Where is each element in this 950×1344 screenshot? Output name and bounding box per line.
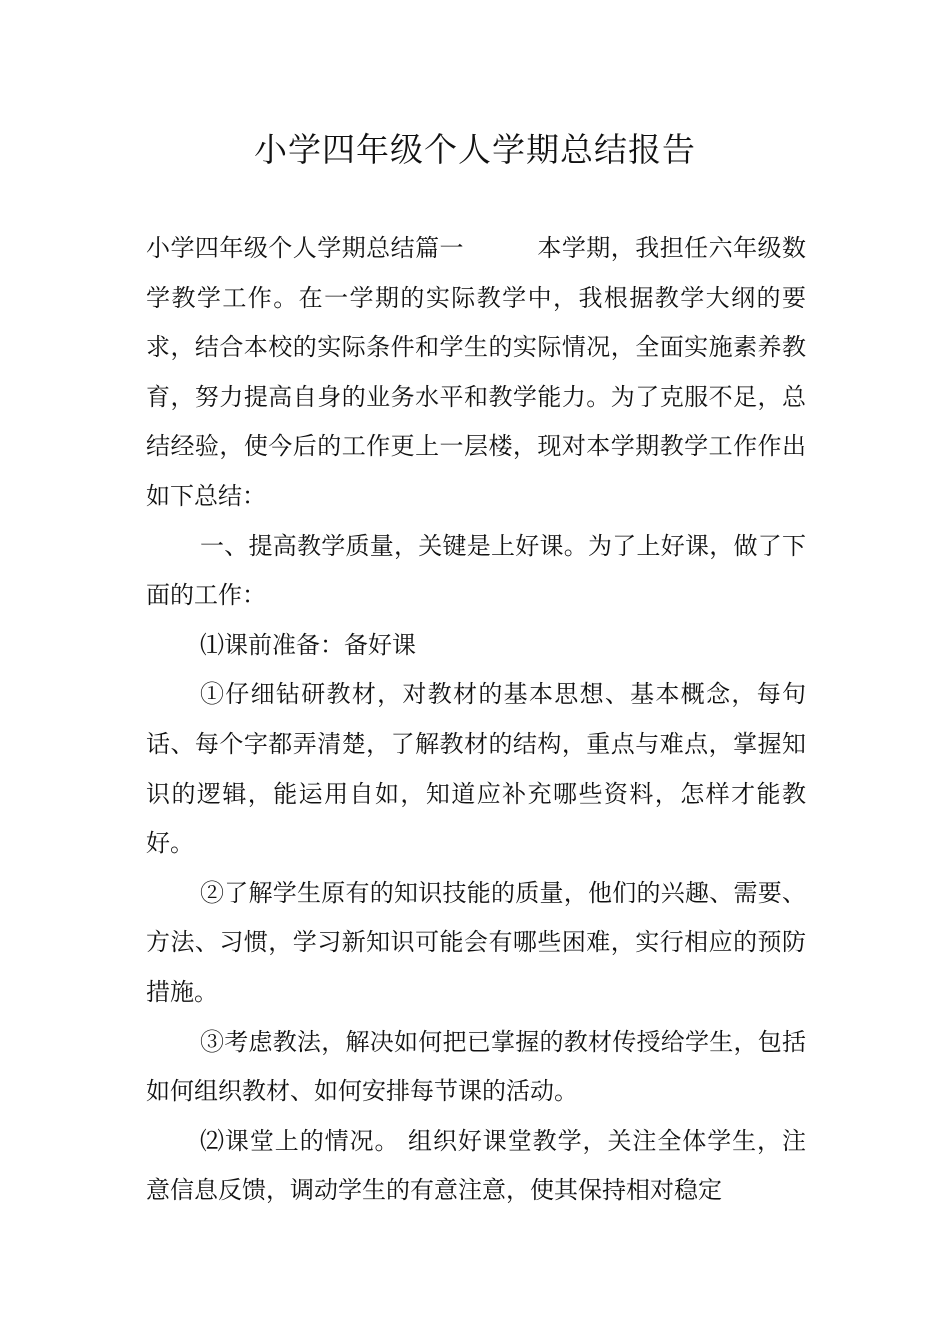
paragraph-item-1: ①仔细钻研教材，对教材的基本思想、基本概念，每句话、每个字都弄清楚，了解教材的结构，重点与难点，掌握知识的逻辑，能运用自如，知道应补充哪些资料，怎样才能教好。 [146,680,806,858]
paragraph-section-one: 一、提高教学质量，关键是上好课。为了上好课，做了下面的工作： [146,531,806,610]
paragraph-classroom: ⑵课堂上的情况。 组织好课堂教学，关注全体学生，注意信息反馈，调动学生的有意注意，使其保持相对稳定 [146,1126,806,1205]
document-body [146,224,806,1216]
paragraph-item-3: ③考虑教法，解决如何把已掌握的教材传授给学生，包括如何组织教材、如何安排每节课的活动。 [146,1027,806,1106]
paragraph-item-2: ②了解学生原有的知识技能的质量，他们的兴趣、需要、方法、习惯，学习新知识可能会有哪些困难，实行相应的预防措施。 [146,878,806,1006]
document-title: 小学四年级个人学期总结报告 [254,130,696,169]
paragraph-intro: 小学四年级个人学期总结篇一 本学期，我担任六年级数学教学工作。在一学期的实际教学中，我根据教学大纲的要求，结合本校的实际条件和学生的实际情况，全面实施素养教育，努力提高自身的业务水平和教学能力。为了克服不足，总结经验，使今后的工作更上一层楼，现对本学期教学工作作出如下总结： [146,234,806,510]
paragraph-lesson-prep: ⑴课前准备：备好课 [200,630,416,659]
